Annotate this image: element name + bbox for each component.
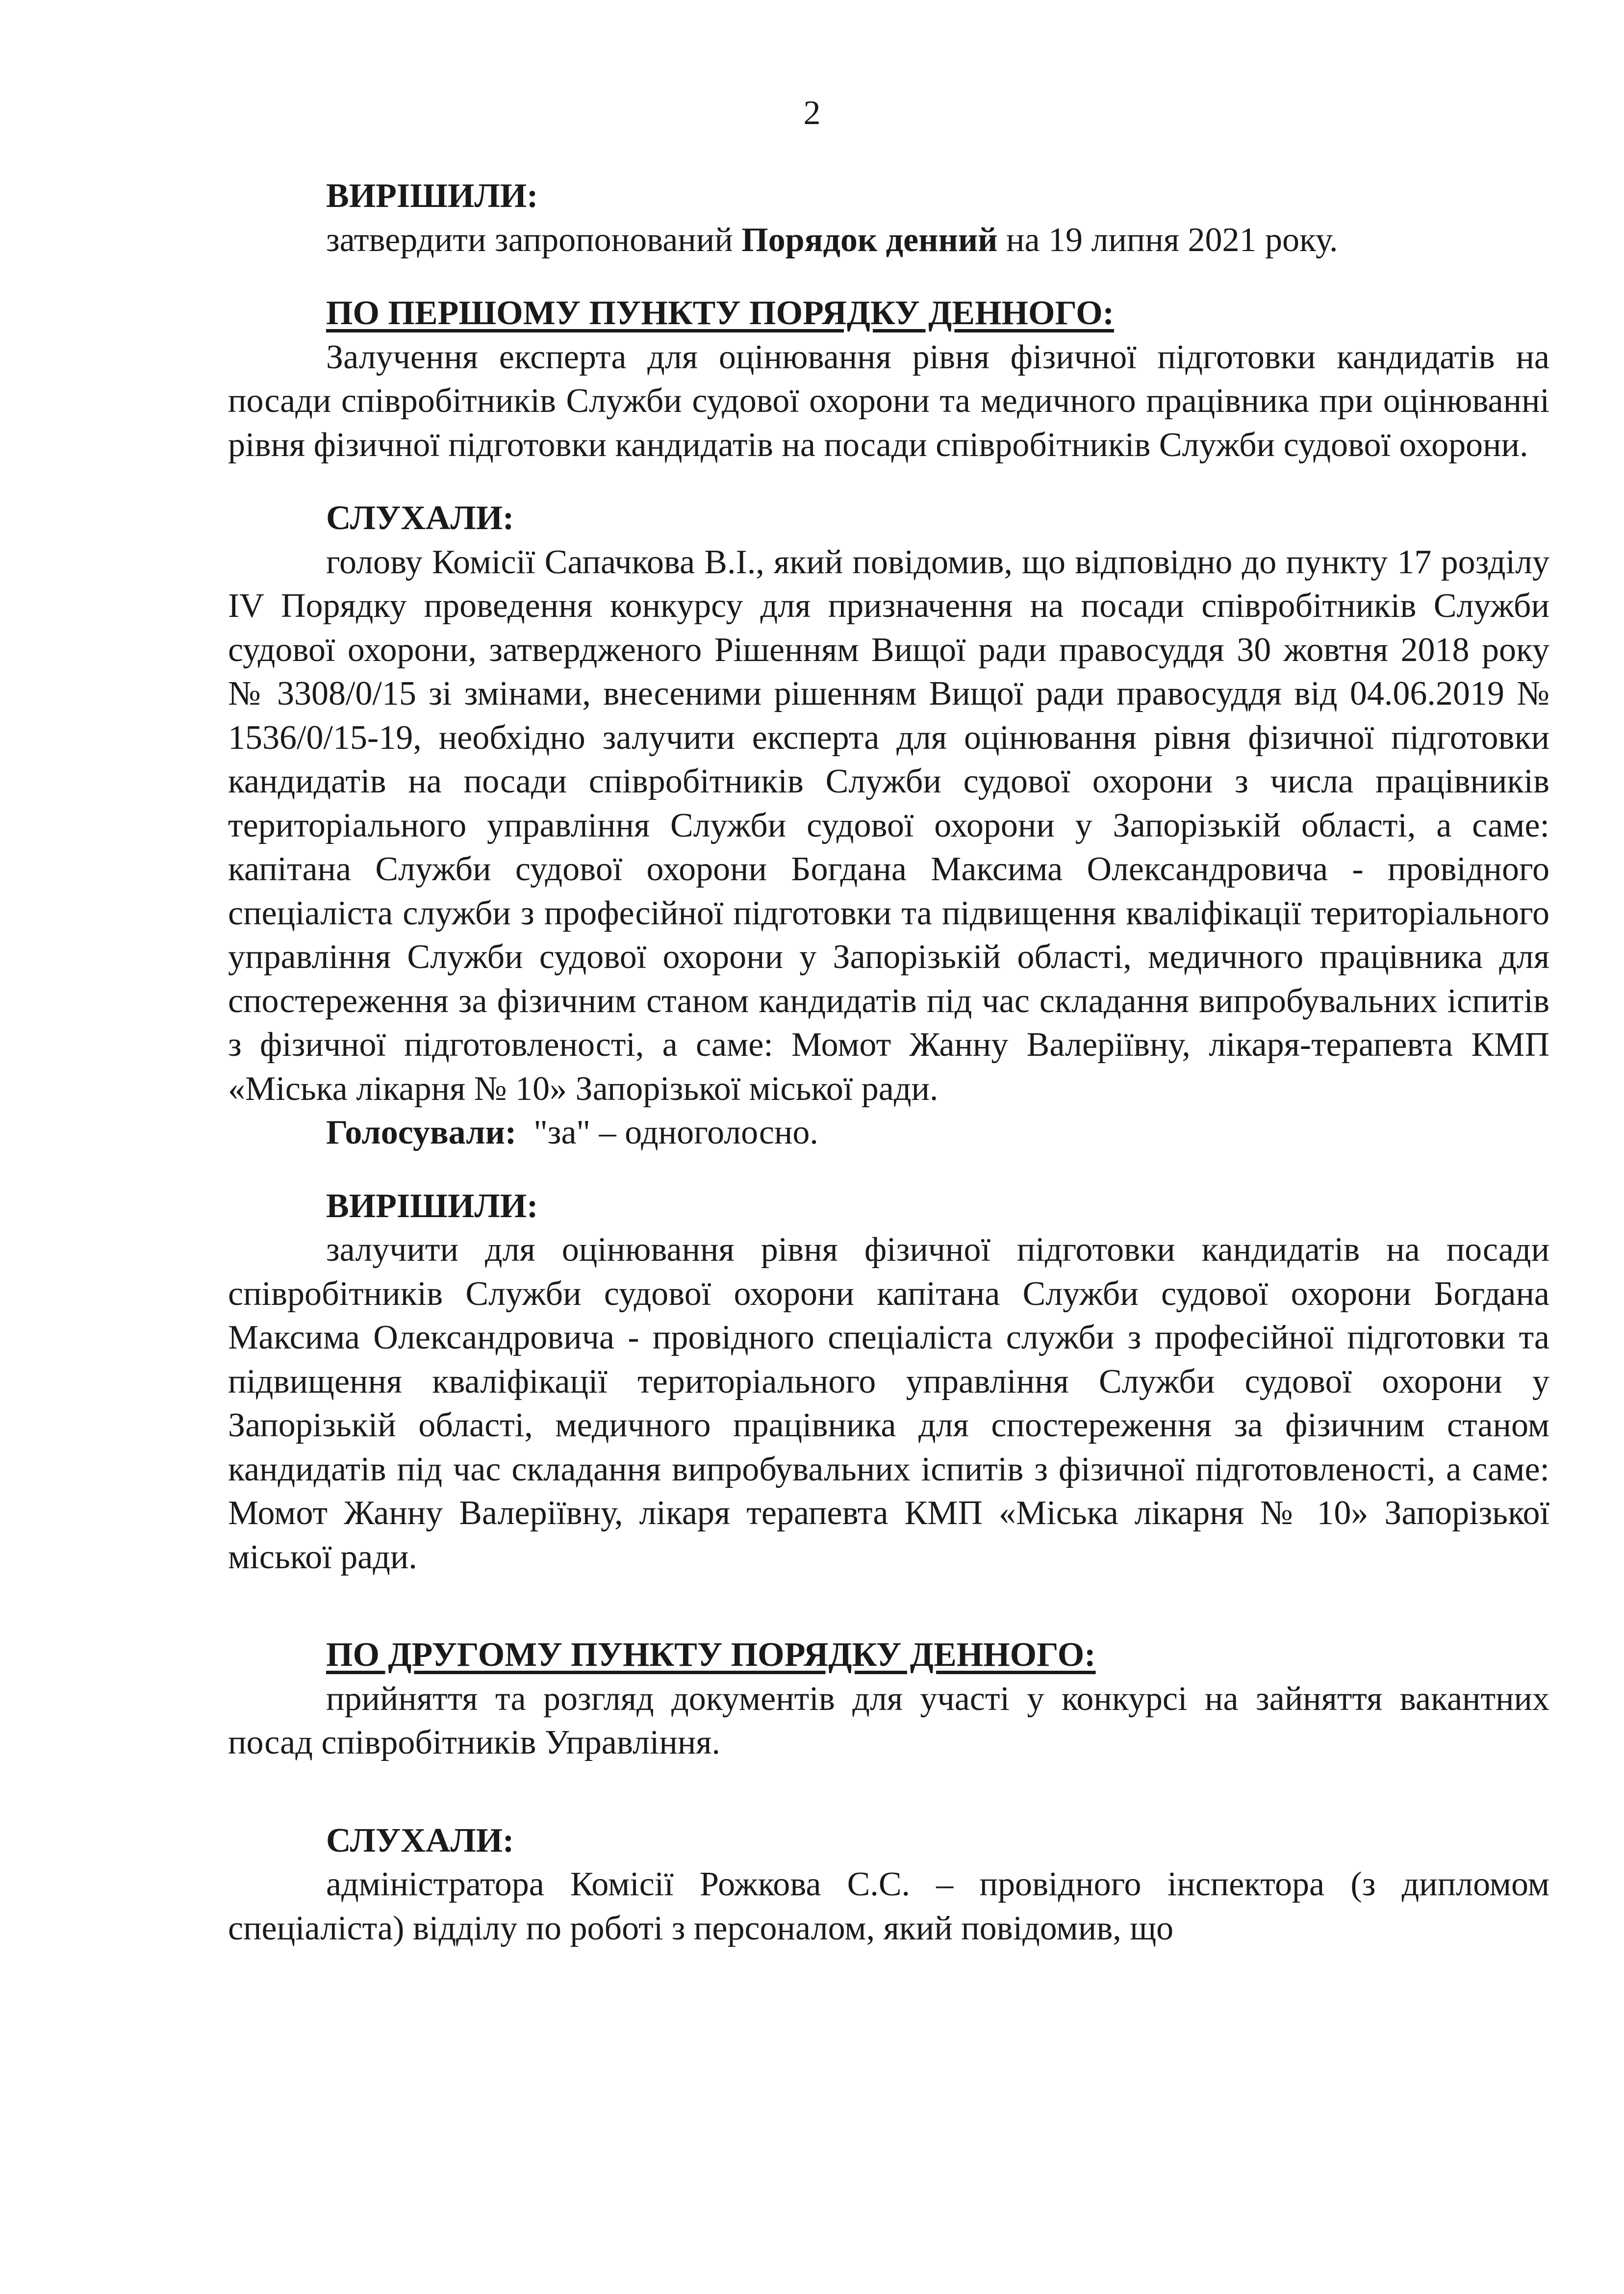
agenda-item-2-heading: ПО ДРУГОМУ ПУНКТУ ПОРЯДКУ ДЕННОГО: — [326, 1636, 1096, 1674]
agenda-item-1-text: Залучення експерта для оцінювання рівня фізичної підготовки кандидатів на посади співробітників Служби судової охорони та медичного працівника при оцінюванні рівня фізичної підготовки кандидатів на посади співробітників Служби судової охорони. — [228, 338, 1549, 464]
heard-heading: СЛУХАЛИ: — [326, 499, 514, 537]
decision-heading-2: ВИРІШИЛИ: — [326, 1187, 538, 1225]
agenda-bold-term: Порядок денний — [741, 221, 998, 259]
vote-result: "за" – одноголосно. — [516, 1114, 818, 1151]
decision-agenda-suffix: на 19 липня 2021 року. — [997, 221, 1338, 259]
vote-label: Голосували: — [326, 1114, 517, 1151]
decision-text-2: залучити для оцінювання рівня фізичної підготовки кандидатів на посади співробітників Служби судової охорони капітана Служби судової охорони Богдана Максима Олександровича - провідного спеціаліста служби з професійної підготовки та підвищення кваліфікації територіального управління Служби судової охорони у Запорізькій області, медичного працівника для спостереження за фізичним станом кандидатів під час складання випробувальних іспитів з фізичної підготовленості, а саме: Момот Жанну Валеріївну, лікаря терапевта КМП «Міська лікарня № 10» Запорізької міської ради. — [228, 1231, 1549, 1576]
decision-agenda-text — [228, 218, 1549, 262]
vote-line — [228, 1111, 1549, 1155]
decision-agenda-prefix: затвердити запропонований — [326, 221, 742, 259]
page-number: 2 — [803, 94, 821, 132]
agenda-item-2-text: прийняття та розгляд документів для участі у конкурсі на зайняття вакантних посад співробітників Управління. — [228, 1680, 1549, 1761]
heard-text: голову Комісії Сапачкова В.І., який повідомив, що відповідно до пункту 17 розділу IV Порядку проведення конкурсу для призначення на посади співробітників Служби судової охорони, затвердженого Рішенням Вищої ради правосуддя 30 жовтня 2018 року № 3308/0/15 зі змінами, внесеними рішенням Вищої ради правосуддя від 04.06.2019 № 1536/0/15-19, необхідно залучити експерта для оцінювання рівня фізичної підготовки кандидатів на посади співробітників Служби судової охорони з числа працівників територіального управління Служби судової охорони у Запорізькій області, а саме: капітана Служби судової охорони Богдана Максима Олександровича - провідного спеціаліста служби з професійної підготовки та підвищення кваліфікації територіального управління Служби судової охорони у Запорізькій області, медичного працівника для спостереження за фізичним станом кандидатів під час складання випробувальних іспитів з фізичної підготовленості, а саме: Момот Жанну Валеріївну, лікаря-терапевта КМП «Міська лікарня № 10» Запорізької міської ради. — [228, 543, 1549, 1108]
agenda-item-1-heading: ПО ПЕРШОМУ ПУНКТУ ПОРЯДКУ ДЕННОГО: — [326, 294, 1114, 332]
heard-heading-2: СЛУХАЛИ: — [326, 1821, 514, 1860]
heard-text-2: адміністратора Комісії Рожкова С.С. – провідного інспектора (з дипломом спеціаліста) відділу по роботі з персоналом, який повідомив, що — [228, 1865, 1549, 1947]
document-body — [228, 174, 1549, 1950]
decision-heading: ВИРІШИЛИ: — [326, 177, 538, 215]
